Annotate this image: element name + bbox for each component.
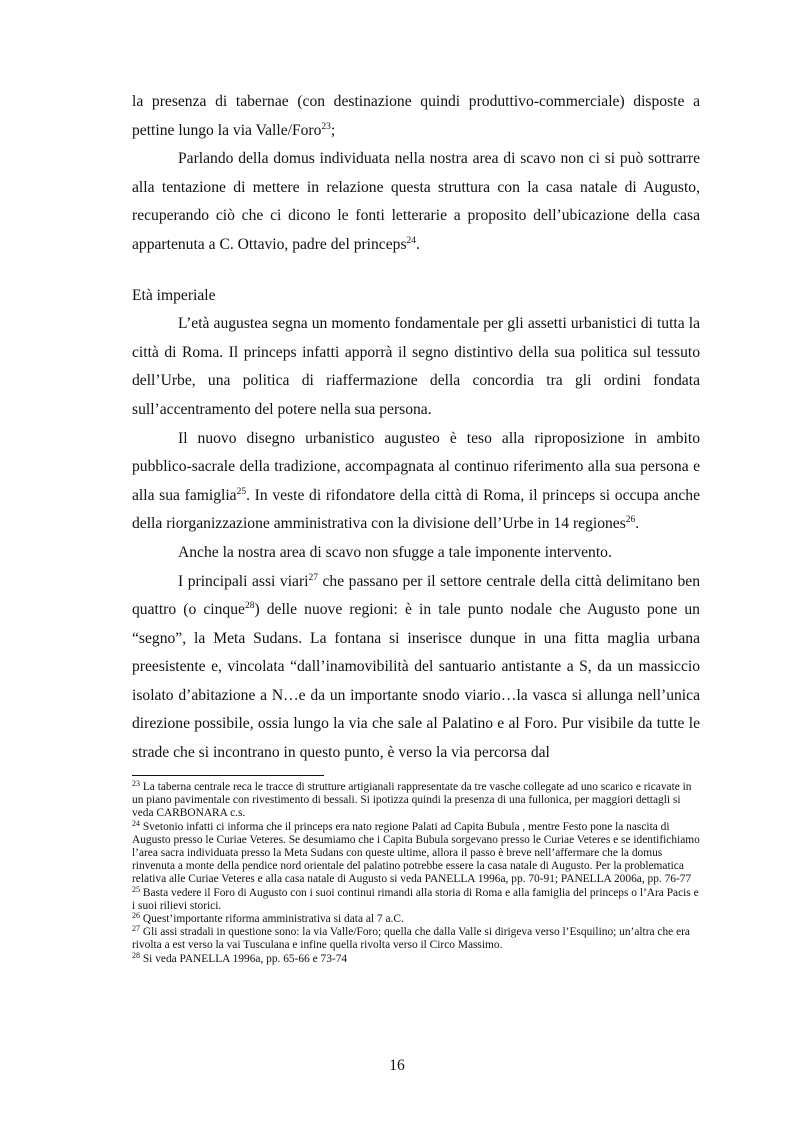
paragraph-text: Parlando della domus individuata nella nostra area di scavo non ci si può sottrarre alla tentazione di mettere in relazione questa struttura con la casa natale di Augusto, recuperando ciò che ci dicono le fonti letterarie a proposito dell’ubicazione della casa appartenuta a C. Ottavio, padre del princeps [132, 150, 700, 253]
paragraph-text: che passano per il settore centrale della città delimitano ben quattro (o cinque [132, 572, 700, 619]
footnote-26 [132, 913, 700, 926]
paragraph-text: ) delle nuove regioni: è in tale punto nodale che Augusto pone un “segno”, la Meta Sudans. La fontana si inserisce dunque in una fitta maglia urbana preesistente e, vincolata “dall’inamovibilità del santuario antistante a S, da un massiccio isolato d’abitazione a N…e da un importante snodo viario…la vasca si allunga nell’unica direzione possibile, ossia lungo la via che sale al Palatino e al Foro. Pur visibile da tutte le strade che si incontrano in questo punto, è verso la via percorsa dal [132, 601, 700, 762]
footnote-ref[interactable]: 27 [308, 572, 318, 583]
paragraph-text: Il nuovo disegno urbanistico augusteo è teso alla riproposizione in ambito pubblico-sacrale della tradizione, accompagnata al continuo riferimento alla sua persona e alla sua famiglia [132, 429, 700, 504]
footnote-number: 28 [132, 950, 140, 960]
footnote-number: 23 [132, 779, 140, 788]
footnote-text: La taberna centrale reca le tracce di strutture artigianali rappresentate da tre vasche collegate ad uno scarico e ricavate in un piano pavimentale con rivestimento di bessali. Si ipotizza quindi la presenza di una fullonica, per maggiori dettagli si veda CARBONARA c.s. [132, 781, 692, 820]
footnotes [132, 775, 700, 966]
footnote-text: Si veda PANELLA 1996a, pp. 65-66 e 73-74 [140, 952, 348, 965]
footnote-ref[interactable]: 26 [625, 515, 636, 526]
paragraph-text: . [635, 515, 640, 533]
paragraph-2 [132, 145, 700, 259]
paragraph-text: . In veste di rifondatore della città di Roma, il princeps si occupa anche della riorganizzazione amministrativa con la divisione dell’Urbe in 14 regiones [132, 486, 700, 533]
page-number: 16 [389, 1057, 405, 1074]
footnote-number: 26 [132, 911, 140, 921]
footnote-25 [132, 884, 700, 913]
footnote-text: Quest’importante riforma amministrativa si data al 7 a.C. [140, 913, 404, 926]
paragraph-5 [132, 539, 700, 568]
footnote-24 [132, 818, 700, 887]
footnote-28 [132, 950, 700, 966]
footnote-27 [132, 926, 700, 952]
footnote-ref[interactable]: 28 [244, 601, 255, 612]
footnote-number: 25 [132, 884, 140, 894]
paragraph-text: Anche la nostra area di scavo non sfugge a tale imponente intervento. [178, 543, 612, 561]
paragraph-text: I principali assi viari [178, 572, 309, 590]
footnote-ref[interactable]: 23 [321, 121, 331, 132]
paragraph-text: L’età augustea segna un momento fondamentale per gli assetti urbanistici di tutta la città di Roma. Il princeps infatti apporrà il segno distintivo della sua politica sul tessuto dell’Urbe, una politica di riaffermazione della concordia tra gli ordini fondata sull’accentramento del potere nella sua persona. [132, 315, 700, 418]
section-heading: Età imperiale [132, 286, 216, 304]
paragraph-6 [132, 568, 700, 768]
footnote-text: Basta vedere il Foro di Augusto con i suoi continui rimandi alla storia di Roma e alla famiglia del princeps o l’Ara Pacis e i suoi rilievi storici. [132, 886, 699, 912]
footnote-text: Svetonio infatti ci informa che il princeps era nato regione Palati ad Capita Bubula , mentre Festo pone la nascita di Augusto presso le Curiae Veteres. Se desumiamo che i Capita Bubula sorgevano presso le Curiae Veteres e se identifichiamo l’area sacra individuata presso la Meta Sudans con queste ultime, allora il passo è breve nell’affermare che la domus rinvenuta a monte della pendice nord orientale del palatino potrebbe essere la casa natale di Augusto. Per la problematica relativa alle Curiae Veteres e alla casa natale di Augusto si veda PANELLA 1996a, pp. 70-91; PANELLA 2006a, pp. 76-77 [132, 820, 700, 886]
footnote-text: Gli assi stradali in questione sono: la via Valle/Foro; quella che dalla Valle si dirigeva verso l’Esquilino; un’altra che era rivolta a est verso la vai Tusculana e infine quella rivolta verso il Circo Massimo. [132, 926, 690, 952]
paragraph-text: ; [330, 121, 336, 139]
footnote-ref[interactable]: 24 [406, 235, 417, 246]
paragraph-text: . [416, 235, 420, 253]
footnote-23 [132, 781, 700, 821]
paragraph-3 [132, 310, 700, 424]
footnote-separator [132, 775, 324, 776]
footnote-ref[interactable]: 25 [236, 486, 247, 497]
main-text [132, 88, 700, 768]
footnote-number: 27 [132, 924, 140, 934]
footnote-number: 24 [132, 818, 140, 828]
paragraph-text: la presenza di tabernae (con destinazione quindi produttivo-commerciale) disposte a pettine lungo la via Valle/Foro [132, 93, 700, 139]
paragraph-4 [132, 425, 700, 539]
paragraph-1 [132, 88, 700, 145]
